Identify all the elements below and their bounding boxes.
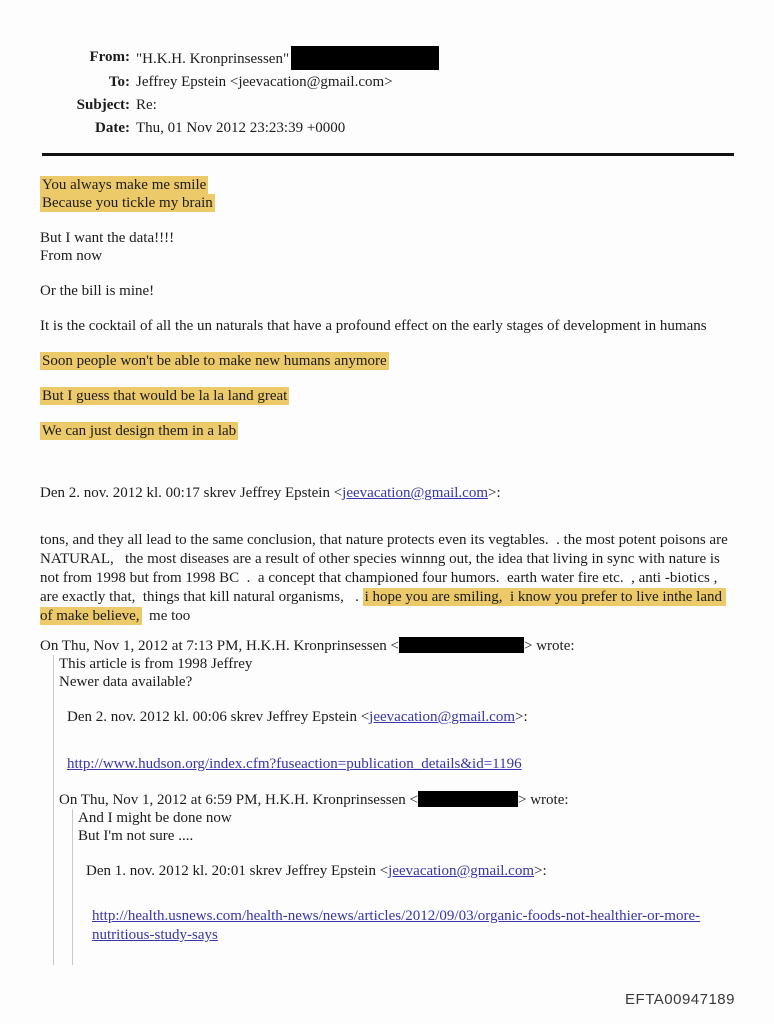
usnews-article-link[interactable]: http://health.usnews.com/health-news/news/articles/2012/09/03/organic-foods-not-healthier-or-more-nutritious-study-says <box>92 908 701 943</box>
from-sender-name: "H.K.H. Kronprinsessen" <box>136 51 290 67</box>
subject-value: Re: <box>136 97 157 113</box>
sender-email-link-3[interactable]: jeevacation@gmail.com <box>388 863 535 879</box>
line-from-now: From now <box>40 248 103 264</box>
email-header <box>40 46 734 140</box>
hudson-article-link[interactable]: http://www.hudson.org/index.cfm?fuseaction=publication_details&id=1196 <box>67 756 522 772</box>
highlighted-line-smile: You always make me smile <box>42 177 207 193</box>
highlighted-line-lala: But I guess that would be la la land great <box>42 388 288 404</box>
reply-header-0017-text: Den 2. nov. 2012 kl. 00:17 skrev Jeffrey Epstein < <box>40 485 343 501</box>
quote2-lines <box>78 809 734 845</box>
line-want-data: But I want the data!!!! <box>40 230 175 246</box>
to-value: Jeffrey Epstein <jeevacation@gmail.com> <box>136 74 393 90</box>
redaction-bar-659-email <box>418 791 518 807</box>
header-divider-rule <box>42 153 734 156</box>
header-row-to <box>40 71 734 94</box>
quote1-line-article: This article is from 1998 Jeffrey <box>59 656 253 672</box>
header-row-from <box>40 46 734 71</box>
date-value: Thu, 01 Nov 2012 23:23:39 +0000 <box>136 120 346 136</box>
redaction-bar-713-email <box>399 637 524 653</box>
reply-header-0006 <box>67 708 734 726</box>
email-body <box>40 176 734 965</box>
paragraph-want-data <box>40 229 734 265</box>
quoted-paragraph-tail: me too <box>141 608 191 624</box>
quote1-lines <box>59 655 734 691</box>
reply-header-0017-suffix: >: <box>488 485 501 501</box>
from-value <box>136 46 439 71</box>
quoted-paragraph-highlight: i hope you are smiling, i know you prefer to live inthe land of make believe, <box>40 589 726 624</box>
quoted-message-level-1 <box>53 655 734 965</box>
hudson-link-line <box>67 755 734 774</box>
reply-header-2001-text: Den 1. nov. 2012 kl. 20:01 skrev Jeffrey Epstein < <box>86 863 389 879</box>
quoted-message-level-2 <box>72 809 734 965</box>
wrote-header-659-suffix: > wrote: <box>518 792 569 808</box>
wrote-header-713-text: On Thu, Nov 1, 2012 at 7:13 PM, H.K.H. Kronprinsessen < <box>40 638 400 654</box>
date-label: Date: <box>95 120 130 136</box>
header-row-date <box>40 117 734 140</box>
quoted-paragraph-plain: tons, and they all lead to the same conclusion, that nature protects even its vegtables. . the most potent poisons are NATURAL, the most diseases are a result of other species winnng out, the idea that living in sync with nature is not from 1998 but from 1998 BC . a concept that championed four humors. earth water fire etc. , anti -biotics , are exactly that, things that kill natural organisms, . <box>40 532 732 605</box>
usnews-link-line <box>92 907 712 945</box>
wrote-header-713 <box>40 637 734 655</box>
paragraph-cocktail <box>40 317 734 335</box>
line-bill: Or the bill is mine! <box>40 283 155 299</box>
header-row-subject <box>40 94 734 117</box>
reply-header-0017 <box>40 484 734 502</box>
from-label: From: <box>89 49 130 65</box>
quote2-line-done: And I might be done now <box>78 810 232 826</box>
sender-email-link-2[interactable]: jeevacation@gmail.com <box>369 709 516 725</box>
quote1-line-newer: Newer data available? <box>59 674 193 690</box>
highlighted-line-brain: Because you tickle my brain <box>42 195 213 211</box>
paragraph-highlight-pair <box>40 176 734 212</box>
highlighted-line-lab: We can just design them in a lab <box>42 423 237 439</box>
paragraph-highlight-soon <box>40 352 734 370</box>
reply-header-2001-suffix: >: <box>534 863 547 879</box>
line-cocktail: It is the cocktail of all the un naturals that have a profound effect on the early stages of development in humans <box>40 318 707 334</box>
quote2-line-sure: But I'm not sure .... <box>78 828 194 844</box>
paragraph-highlight-lala <box>40 387 734 405</box>
reply-header-0006-suffix: >: <box>515 709 528 725</box>
to-label: To: <box>108 74 130 90</box>
reply-header-0006-text: Den 2. nov. 2012 kl. 00:06 skrev Jeffrey Epstein < <box>67 709 370 725</box>
wrote-header-659-text: On Thu, Nov 1, 2012 at 6:59 PM, H.K.H. Kronprinsessen < <box>59 792 419 808</box>
reply-header-2001 <box>86 862 734 880</box>
wrote-header-713-suffix: > wrote: <box>524 638 575 654</box>
subject-label: Subject: <box>76 97 130 113</box>
quoted-paragraph-tons <box>40 531 734 626</box>
paragraph-bill <box>40 282 734 300</box>
sender-email-link-1[interactable]: jeevacation@gmail.com <box>342 485 489 501</box>
bates-number: EFTA00947189 <box>625 991 735 1008</box>
paragraph-highlight-lab <box>40 422 734 440</box>
wrote-header-659 <box>59 791 734 809</box>
redaction-bar-from-email <box>291 46 439 70</box>
highlighted-line-soon: Soon people won't be able to make new humans anymore <box>42 353 387 369</box>
